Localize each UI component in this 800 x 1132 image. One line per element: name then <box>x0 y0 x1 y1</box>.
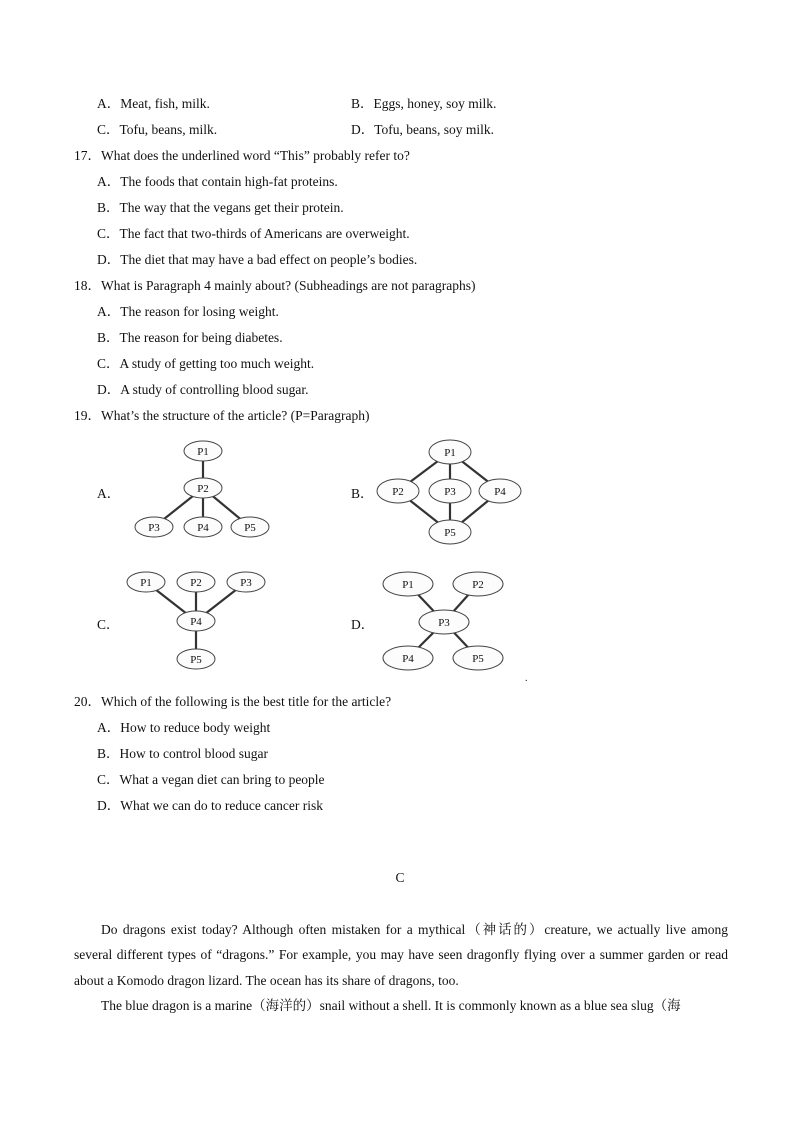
diagram-a-label-p3: P3 <box>148 522 160 534</box>
q20-option-a: A．How to reduce body weight <box>97 720 271 735</box>
q20-stem: 20．Which of the following is the best title for the article? <box>74 694 392 709</box>
diagram-c <box>124 570 270 674</box>
q20-option-c: C．What a vegan diet can bring to people <box>97 772 325 787</box>
diagram-a-label-p2: P2 <box>197 483 209 495</box>
diagram-d-label-p1: P1 <box>402 579 414 591</box>
q16-option-a: A．Meat, fish, milk. <box>97 96 210 111</box>
diagram-a-label-p1: P1 <box>197 446 209 458</box>
diagram-a-label-p4: P4 <box>197 522 209 534</box>
q20-option-b: B．How to control blood sugar <box>97 746 268 761</box>
q19-option-c: C． <box>97 617 120 632</box>
section-heading: C <box>395 870 405 885</box>
q16-option-d: D．Tofu, beans, soy milk. <box>351 122 495 137</box>
stray-dot: . <box>525 673 528 684</box>
q18-option-b: B．The reason for being diabetes. <box>97 330 283 345</box>
diagram-c-label-p4: P4 <box>190 616 202 628</box>
q18-option-c: C．A study of getting too much weight. <box>97 356 315 371</box>
q16-option-b: B．Eggs, honey, soy milk. <box>351 96 497 111</box>
diagram-c-label-p1: P1 <box>140 577 152 589</box>
diagram-a <box>132 440 274 544</box>
diagram-d-label-p2: P2 <box>472 579 484 591</box>
diagram-d-label-p4: P4 <box>402 653 414 665</box>
diagram-b-label-p1: P1 <box>444 447 456 459</box>
diagram-c-label-p2: P2 <box>190 577 202 589</box>
q19-stem: 19．What’s the structure of the article? (P=Paragraph) <box>74 408 370 423</box>
q20-option-d: D．What we can do to reduce cancer risk <box>97 798 324 813</box>
q17-option-a: A．The foods that contain high-fat proteins. <box>97 174 338 189</box>
diagram-d-label-p3: P3 <box>438 617 450 629</box>
diagram-b-label-p2: P2 <box>392 486 404 498</box>
q18-option-d: D．A study of controlling blood sugar. <box>97 382 309 397</box>
q19-option-b: B． <box>351 486 374 501</box>
q17-option-c: C．The fact that two-thirds of Americans are overweight. <box>97 226 410 241</box>
q17-option-d: D．The diet that may have a bad effect on people’s bodies. <box>97 252 418 267</box>
diagram-b-label-p5: P5 <box>444 527 456 539</box>
q16-option-c: C．Tofu, beans, milk. <box>97 122 218 137</box>
diagram-c-label-p5: P5 <box>190 654 202 666</box>
q19-option-a: A． <box>97 486 121 501</box>
passage-paragraph-1: Do dragons exist today? Although often mistaken for a mythical（神话的）creature, we actually live among several different types of “dragons.” For example, you may have seen dragonfly flying over a summer garden or read about a Komodo dragon lizard. The ocean has its share of dragons, too. <box>74 922 728 988</box>
diagram-d-label-p5: P5 <box>472 653 484 665</box>
q17-option-b: B．The way that the vegans get their protein. <box>97 200 344 215</box>
diagram-d <box>378 570 512 674</box>
passage-paragraph-2: The blue dragon is a marine（海洋的）snail without a shell. It is commonly known as a blue sea slug（海 <box>101 998 681 1013</box>
q19-option-d: D． <box>351 617 375 632</box>
q17-stem: 17．What does the underlined word “This” probably refer to? <box>74 148 410 163</box>
diagram-b-label-p4: P4 <box>494 486 506 498</box>
diagram-b-label-p3: P3 <box>444 486 456 498</box>
diagram-c-label-p3: P3 <box>240 577 252 589</box>
diagram-a-label-p5: P5 <box>244 522 256 534</box>
q18-stem: 18．What is Paragraph 4 mainly about? (Subheadings are not paragraphs) <box>74 278 476 293</box>
diagram-b <box>372 438 528 548</box>
q18-option-a: A．The reason for losing weight. <box>97 304 279 319</box>
